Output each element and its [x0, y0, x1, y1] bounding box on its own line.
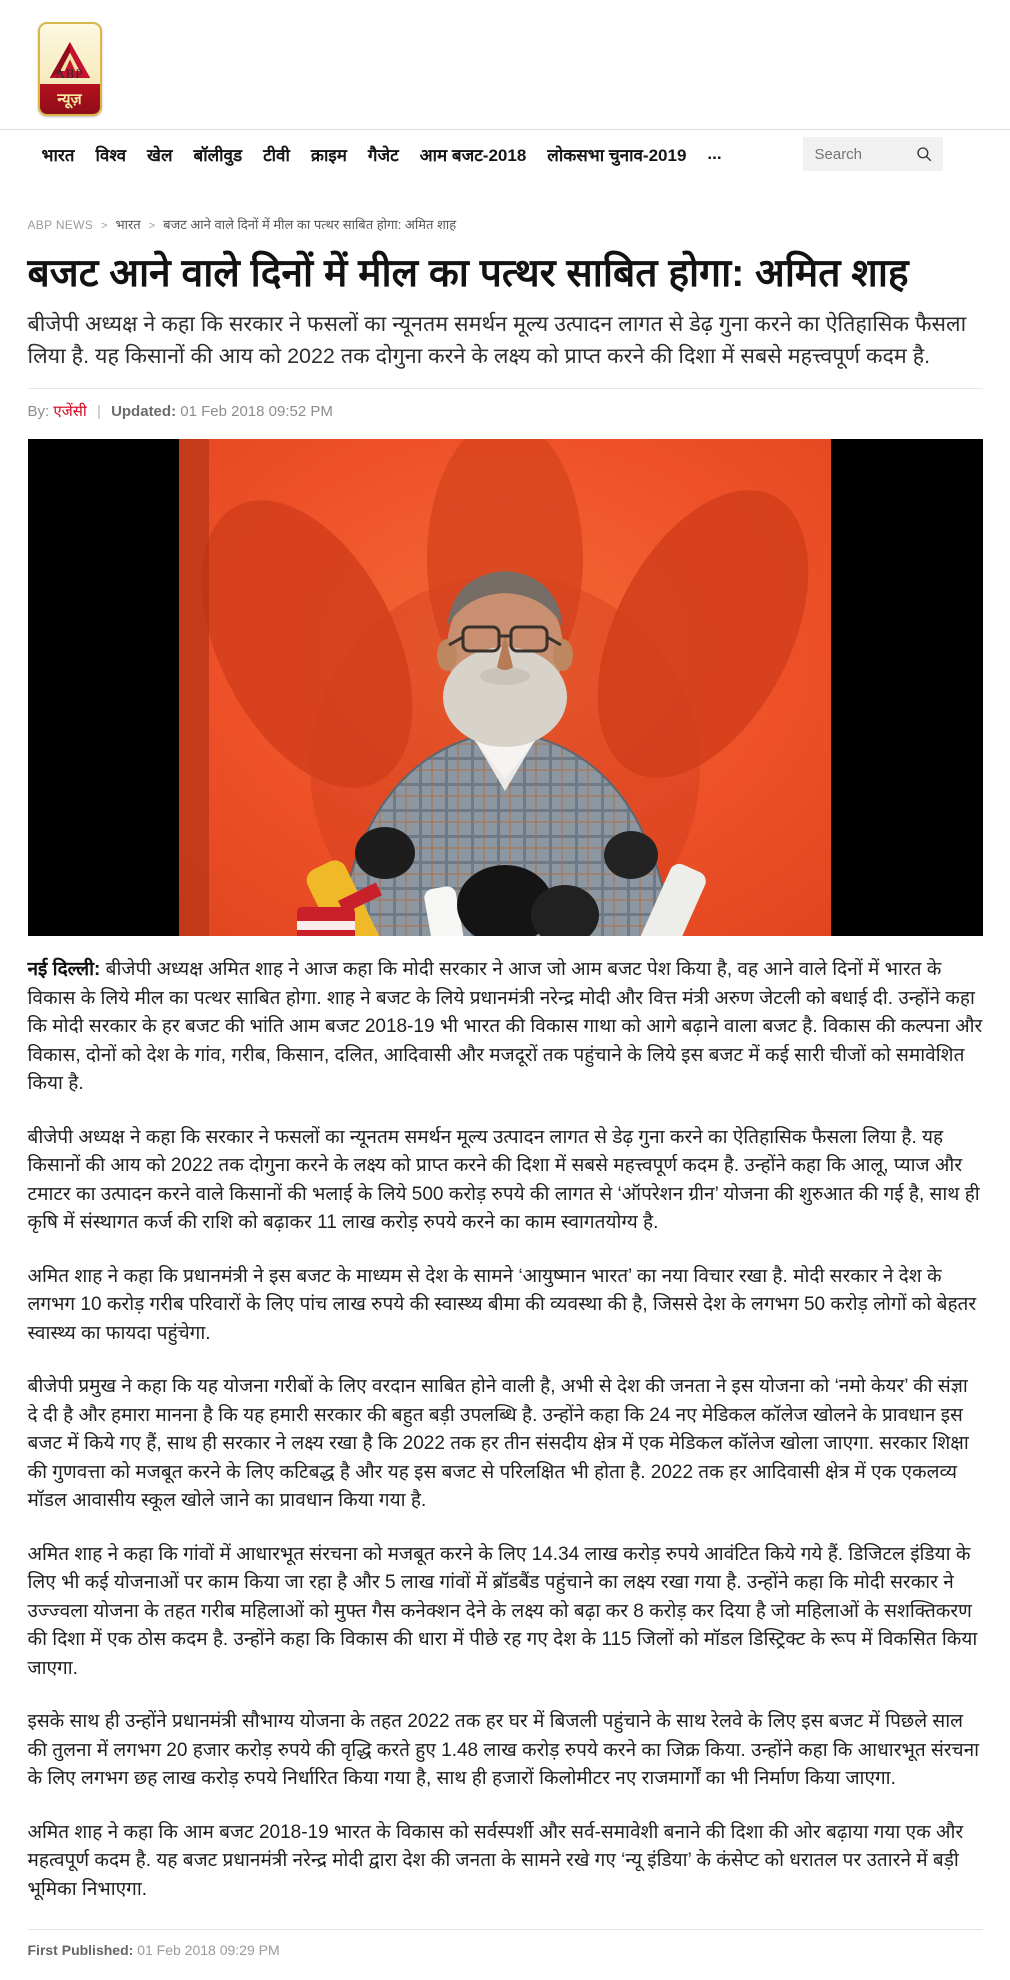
- nav-item[interactable]: विश्व: [95, 145, 127, 165]
- article-paragraph: अमित शाह ने कहा कि गांवों में आधारभूत संरचना को मजबूत करने के लिए 14.34 लाख करोड़ रुपये आवंटित किये गये हैं. डिजिटल इंडिया के लिए भी कई योजनाओं पर काम किया जा रहा है और 5 लाख गांवों में ब्रॉडबैंड पहुंचाने का लक्ष्य रखा गया है. उन्होंने कहा कि मोदी सरकार ने उज्ज्वला योजना के तहत गरीब महिलाओं को मुफ्त गैस कनेक्शन देने के लक्ष्य को बढ़ा कर 8 करोड़ कर दिया है जो महिलाओं के सशक्तिकरण की दिशा में एक ठोस कदम है. उन्होंने कहा कि विकास की धारा में पीछे रह गए देश के 115 जिलों को मॉडल डिस्ट्रिक्ट के रूप में विकसित किया जाएगा.: [27, 1543, 978, 1679]
- amit-shah-photo: [179, 439, 831, 936]
- nav-item[interactable]: टीवी: [263, 145, 290, 165]
- nav-item[interactable]: ...: [707, 144, 722, 163]
- breadcrumb-item[interactable]: भारत: [115, 217, 141, 232]
- article-paragraph: अमित शाह ने कहा कि आम बजट 2018-19 भारत के विकास को सर्वस्पर्शी और सर्व-समावेशी बनाने की दिशा की ओर बढ़ाया गया एक और महत्वपूर्ण कदम है. यह बजट प्रधानमंत्री नरेन्द्र मोदी द्वारा देश की जनता के सामने रखे गए ‘न्यू इंडिया’ के कंसेप्ट को धरातल पर उतारने में बड़ी भूमिका निभाएगा.: [27, 1821, 964, 1900]
- byline-separator: |: [96, 403, 101, 421]
- nav-item[interactable]: लोकसभा चुनाव-2019: [547, 145, 687, 165]
- nav-item[interactable]: बॉलीवुड: [193, 145, 243, 165]
- paragraph-lead: नई दिल्ली:: [27, 959, 106, 981]
- byline-updated-time: 01 Feb 2018 09:52 PM: [180, 403, 333, 421]
- breadcrumb-item: बजट आने वाले दिनों में मील का पत्थर साबित होगा: अमित शाह: [163, 217, 457, 232]
- abp-news-hindi-text: न्यूज़: [40, 84, 100, 114]
- breadcrumb: [28, 215, 983, 233]
- article-body: [28, 956, 983, 1904]
- site-header: [28, 0, 983, 116]
- nav-item[interactable]: गैजेट: [367, 145, 399, 165]
- article-paragraph: इसके साथ ही उन्होंने प्रधानमंत्री सौभाग्य योजना के तहत 2022 तक हर घर में बिजली पहुंचाने के साथ रेलवे के लिए इस बजट में पिछले साल की तुलना में लगभग 20 हजार करोड़ रुपये की वृद्धि करते हुए 1.48 लाख करोड़ रुपये करने का जिक्र किया. उन्होंने कहा कि आधारभूत संरचना के लिए लगभग छह लाख करोड़ रुपये निर्धारित किया गया है, साथ ही हजारों किलोमीटर नए राजमार्गों का भी निर्माण किया जाएगा.: [27, 1711, 980, 1790]
- main-navigation: [28, 130, 983, 179]
- article-paragraph: बीजेपी प्रमुख ने कहा कि यह योजना गरीबों के लिए वरदान साबित होने वाली है, अभी से देश की जनता ने इस योजना को ‘नमो केयर’ की संज्ञा दे दी है और हमारा मानना है कि यह हमारी सरकार की बहुत बड़ी उपलब्धि है. उन्होंने कहा कि 24 नए मेडिकल कॉलेज खोलने के प्रावधान इस बजट में किये गए हैं, साथ ही सरकार ने लक्ष्य रखा है कि 2022 तक हर तीन संसदीय क्षेत्र में एक मेडिकल कॉलेज खोला जाएगा. सरकार शिक्षा की गुणवत्ता को मजबूत करने के लिए कटिबद्ध है और यह इस बजट से परिलक्षित भी होता है. 2022 तक हर आदिवासी क्षेत्र में एक एकलव्य मॉडल आवासीय स्कूल खोले जाने का प्रावधान किया गया है.: [27, 1376, 969, 1512]
- search-icon[interactable]: [915, 145, 933, 163]
- first-published-label: First Published:: [27, 1942, 134, 1959]
- nav-item[interactable]: भारत: [41, 145, 75, 165]
- article-hero-image: [28, 439, 983, 936]
- article-paragraph: अमित शाह ने कहा कि प्रधानमंत्री ने इस बजट के माध्यम से देश के सामने ‘आयुष्मान भारत’ का नया विचार रखा है. मोदी सरकार ने देश के लगभग 10 करोड़ गरीब परिवारों के लिए पांच लाख रुपये की स्वास्थ्य बीमा की व्यवस्था की है, जिससे देश के लगभग 50 करोड़ लोगों को बेहतर स्वास्थ्य का फायदा पहुंचेगा.: [27, 1265, 977, 1344]
- article-summary: बीजेपी अध्यक्ष ने कहा कि सरकार ने फसलों का न्यूनतम समर्थन मूल्य उत्पादन लागत से डेढ़ गुना करने का ऐतिहासिक फैसला लिया है. यह किसानों की आय को 2022 तक दोगुना करने के लक्ष्य को प्राप्त करने की दिशा में सबसे महत्त्वपूर्ण कदम है.: [27, 311, 967, 368]
- first-published-time: 01 Feb 2018 09:29 PM: [137, 1942, 280, 1959]
- abp-logo-top: [40, 24, 100, 84]
- byline: [28, 388, 983, 431]
- search-input[interactable]: [813, 145, 915, 164]
- byline-updated-label: Updated:: [111, 403, 177, 421]
- byline-by-label: By:: [27, 403, 50, 421]
- abp-logo-text: ABP: [55, 66, 84, 81]
- breadcrumb-separator: >: [148, 220, 156, 232]
- search-box[interactable]: [803, 137, 943, 171]
- first-published: [28, 1929, 983, 1980]
- article-paragraph: नई दिल्ली: बीजेपी अध्यक्ष अमित शाह ने आज कहा कि मोदी सरकार ने आज जो आम बजट पेश किया है, वह आने वाले दिनों में भारत के विकास के लिये मील का पत्थर साबित होगा. शाह ने बजट के लिये प्रधानमंत्री नरेन्द्र मोदी और वित्त मंत्री अरुण जेटली को बधाई दी. उन्होंने कहा कि मोदी सरकार के हर बजट की भांति आम बजट 2018-19 भी भारत की विकास गाथा को आगे बढ़ाने वाला बजट है. विकास की कल्पना और विकास, दोनों को देश के गांव, गरीब, किसान, दलित, आदिवासी और मजदूरों तक पहुंचाने के लिये इस बजट में कई सारी चीजों को समावेशित किया है.: [27, 959, 983, 1095]
- article-paragraph: बीजेपी अध्यक्ष ने कहा कि सरकार ने फसलों का न्यूनतम समर्थन मूल्य उत्पादन लागत से डेढ़ गुना करने का ऐतिहासिक फैसला लिया है. यह किसानों की आय को 2022 तक दोगुना करने के लक्ष्य को प्राप्त करने की दिशा में सबसे महत्त्वपूर्ण कदम है. उन्होंने कहा कि आलू, प्याज और टमाटर का उत्पादन करने वाले किसानों की भलाई के लिये 500 करोड़ रुपये की लागत से ‘ऑपरेशन ग्रीन’ योजना की शुरुआत की गई है, साथ ही कृषि में संस्थागत कर्ज की राशि को बढ़ाकर 11 लाख करोड़ रुपये करने का काम स्वागतयोग्य है.: [27, 1126, 980, 1234]
- abp-news-logo[interactable]: [38, 22, 102, 116]
- breadcrumb-separator: >: [101, 220, 108, 232]
- breadcrumb-item[interactable]: ABP NEWS: [27, 218, 94, 232]
- nav-item[interactable]: आम बजट-2018: [419, 145, 527, 165]
- page-title: बजट आने वाले दिनों में मील का पत्थर साबित होगा: अमित शाह: [27, 252, 909, 295]
- nav-items: [28, 143, 722, 166]
- byline-author-link[interactable]: एजेंसी: [53, 403, 87, 421]
- nav-item[interactable]: खेल: [147, 145, 173, 165]
- nav-item[interactable]: क्राइम: [310, 145, 347, 165]
